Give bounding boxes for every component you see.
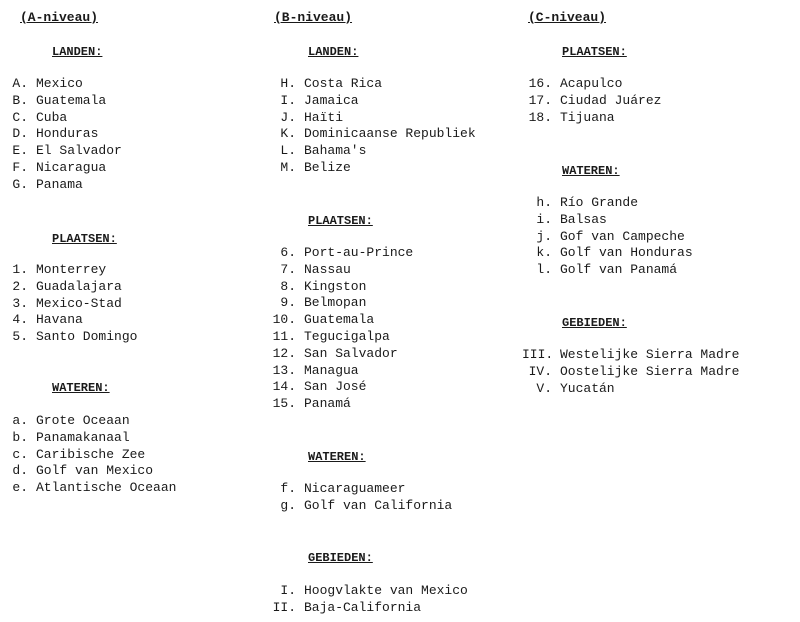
list-item [266, 279, 413, 296]
item-label: Tegucigalpa [304, 328, 390, 344]
list-item [12, 177, 122, 194]
item-label: Golf van Honduras [560, 245, 693, 261]
list-item [12, 413, 176, 430]
item-label: Nassau [304, 261, 351, 277]
item-label: Santo Domingo [36, 329, 138, 345]
list-item [266, 583, 468, 600]
item-label: Hoogvlakte van Mexico [304, 583, 468, 598]
list-item [12, 126, 122, 143]
column-b-wateren-heading: WATEREN: [308, 450, 366, 464]
item-marker: M. [280, 159, 296, 175]
item-label: Balsas [560, 211, 607, 227]
column-a-wateren-list [12, 413, 176, 497]
item-label: Monterrey [36, 262, 107, 277]
column-b-landen-heading: LANDEN: [308, 45, 359, 59]
item-label: Guadalajara [36, 278, 122, 294]
column-b-gebieden-list [266, 583, 468, 617]
item-label: Port-au-Prince [304, 245, 414, 260]
column-a-plaatsen-heading: PLAATSEN: [52, 232, 117, 246]
list-item [266, 143, 476, 160]
item-label: Cuba [36, 109, 68, 125]
item-label: Costa Rica [304, 76, 383, 91]
item-marker: F. [12, 159, 28, 175]
list-item [12, 296, 137, 313]
item-label: Dominicaanse Republiek [304, 126, 476, 142]
column-c-level-title: (C-niveau) [528, 10, 607, 25]
item-label: Panamá [304, 396, 351, 412]
column-a-level-title: (A-niveau) [20, 10, 99, 25]
item-label: Acapulco [560, 76, 623, 91]
list-item [12, 93, 122, 110]
item-label: Jamaica [304, 92, 359, 108]
item-marker: I. [280, 583, 296, 598]
item-label: Westelijke Sierra Madre [560, 347, 740, 362]
column-c-wateren-list [522, 195, 693, 279]
column-b-landen-list [266, 76, 476, 177]
list-item [266, 160, 476, 177]
list-item [266, 262, 413, 279]
item-label: Tijuana [560, 109, 615, 125]
item-marker: 4. [12, 312, 28, 328]
item-marker: 18. [528, 109, 552, 125]
list-item [266, 93, 476, 110]
item-marker: 15. [272, 396, 296, 412]
item-label: Panamakanaal [36, 429, 130, 445]
item-marker: f. [280, 481, 296, 496]
list-item [12, 463, 176, 480]
list-item [522, 262, 693, 279]
list-item [266, 396, 413, 413]
list-item [12, 160, 122, 177]
list-item [266, 245, 413, 262]
item-marker: i. [536, 211, 552, 227]
item-label: Atlantische Oceaan [36, 480, 177, 496]
item-label: Panama [36, 176, 83, 192]
list-item [12, 447, 176, 464]
item-label: Mexico-Stad [36, 295, 122, 311]
list-item [522, 245, 693, 262]
list-item [12, 430, 176, 447]
list-item [266, 600, 468, 617]
item-label: Bahama's [304, 143, 367, 159]
item-marker: H. [280, 76, 296, 91]
column-a-wateren-heading: WATEREN: [52, 381, 110, 395]
list-item [266, 498, 452, 515]
list-item [12, 279, 137, 296]
item-label: Havana [36, 312, 83, 328]
list-item [12, 143, 122, 160]
item-label: Grote Oceaan [36, 413, 130, 428]
item-label: San José [304, 379, 367, 395]
item-label: El Salvador [36, 143, 122, 159]
list-item [266, 346, 413, 363]
item-label: San Salvador [304, 345, 398, 361]
list-item [266, 312, 413, 329]
item-marker: g. [280, 497, 296, 513]
list-item [12, 110, 122, 127]
item-marker: III. [522, 347, 554, 362]
item-marker: b. [12, 429, 28, 445]
item-marker: 10. [272, 312, 296, 328]
column-a-landen-list [12, 76, 122, 194]
item-marker: 12. [272, 345, 296, 361]
item-label: Baja-California [304, 599, 422, 615]
item-marker: 1. [12, 262, 28, 277]
list-item [266, 481, 452, 498]
list-item [12, 76, 122, 93]
item-marker: a. [12, 413, 28, 428]
item-label: Ciudad Juárez [560, 92, 662, 108]
column-b-plaatsen-list [266, 245, 413, 413]
column-c-gebieden-list [522, 347, 739, 397]
item-marker: K. [280, 126, 296, 142]
list-item [522, 212, 693, 229]
item-marker: V. [536, 380, 552, 396]
column-b-plaatsen-heading: PLAATSEN: [308, 214, 373, 228]
list-item [12, 312, 137, 329]
item-marker: 8. [280, 278, 296, 294]
item-marker: 16. [528, 76, 552, 91]
list-item [266, 379, 413, 396]
item-marker: I. [280, 92, 296, 108]
list-item [522, 347, 739, 364]
item-label: Río Grande [560, 195, 639, 210]
column-a-plaatsen-list [12, 262, 137, 346]
item-label: Golf van Panamá [560, 262, 678, 278]
list-item [266, 76, 476, 93]
item-marker: L. [280, 143, 296, 159]
item-label: Guatemala [304, 312, 375, 328]
item-marker: D. [12, 126, 28, 142]
item-label: Caribische Zee [36, 446, 146, 462]
item-label: Mexico [36, 76, 83, 91]
item-marker: 13. [272, 362, 296, 378]
item-marker: IV. [528, 363, 552, 379]
list-item [12, 262, 137, 279]
column-b-wateren-list [266, 481, 452, 515]
column-a-landen-heading: LANDEN: [52, 45, 103, 59]
list-item [522, 76, 661, 93]
item-label: Guatemala [36, 92, 107, 108]
item-label: Belmopan [304, 295, 367, 311]
item-label: Golf van California [304, 497, 453, 513]
item-label: Nicaraguameer [304, 481, 406, 496]
column-c-plaatsen-heading: PLAATSEN: [562, 45, 627, 59]
column-c-wateren-heading: WATEREN: [562, 164, 620, 178]
item-marker: G. [12, 176, 28, 192]
item-marker: E. [12, 143, 28, 159]
list-item [522, 110, 661, 127]
item-label: Honduras [36, 126, 99, 142]
column-c-gebieden-heading: GEBIEDEN: [562, 316, 627, 330]
list-item [522, 93, 661, 110]
column-b-level-title: (B-niveau) [274, 10, 353, 25]
list-item [266, 329, 413, 346]
item-label: Belize [304, 159, 351, 175]
item-marker: C. [12, 109, 28, 125]
item-label: Managua [304, 362, 359, 378]
item-marker: 14. [272, 379, 296, 395]
list-item [522, 364, 739, 381]
list-item [266, 126, 476, 143]
list-item [522, 195, 693, 212]
item-marker: J. [280, 109, 296, 125]
list-item [266, 295, 413, 312]
list-item [266, 363, 413, 380]
item-label: Oostelijke Sierra Madre [560, 363, 740, 379]
item-marker: c. [12, 446, 28, 462]
item-label: Golf van Mexico [36, 463, 154, 479]
item-label: Gof van Campeche [560, 228, 685, 244]
item-marker: A. [12, 76, 28, 91]
column-b-gebieden-heading: GEBIEDEN: [308, 551, 373, 565]
item-marker: 5. [12, 329, 28, 345]
list-item [12, 329, 137, 346]
item-marker: h. [536, 195, 552, 210]
item-marker: e. [12, 480, 28, 496]
item-marker: 17. [528, 92, 552, 108]
item-marker: 2. [12, 278, 28, 294]
item-marker: B. [12, 92, 28, 108]
item-marker: j. [536, 228, 552, 244]
item-marker: l. [536, 262, 552, 278]
column-c-plaatsen-list [522, 76, 661, 126]
item-marker: 11. [272, 328, 296, 344]
item-marker: k. [536, 245, 552, 261]
list-item [266, 110, 476, 127]
item-label: Yucatán [560, 380, 615, 396]
item-marker: 7. [280, 261, 296, 277]
item-label: Haïti [304, 109, 344, 125]
item-label: Kingston [304, 278, 367, 294]
list-item [12, 480, 176, 497]
item-marker: d. [12, 463, 28, 479]
list-item [522, 229, 693, 246]
item-label: Nicaragua [36, 159, 107, 175]
item-marker: 9. [280, 295, 296, 311]
item-marker: 3. [12, 295, 28, 311]
item-marker: 6. [280, 245, 296, 260]
list-item [522, 381, 739, 398]
item-marker: II. [272, 599, 296, 615]
